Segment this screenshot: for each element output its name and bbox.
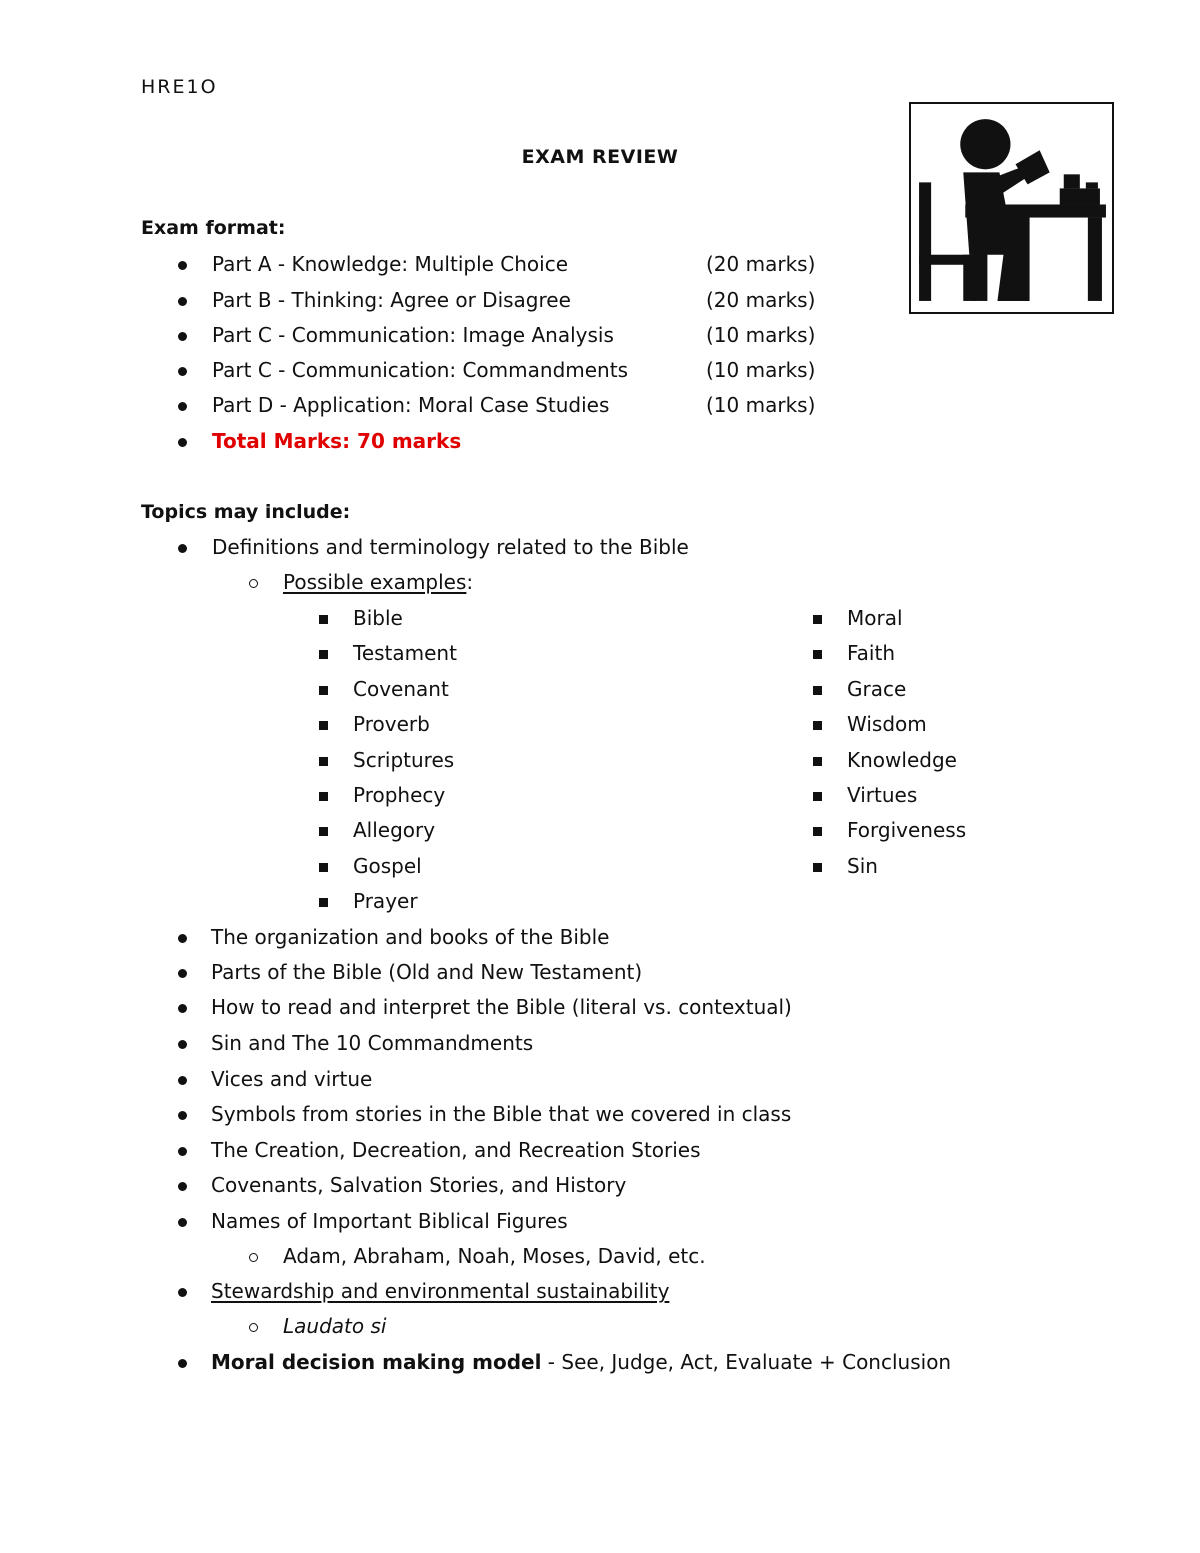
part-label: Part A - Knowledge: Multiple Choice [212,252,569,276]
bullet [178,544,187,553]
part-marks: (20 marks) [706,288,816,312]
bullet [178,934,187,943]
term: Sin [847,854,878,878]
topic-item: Sin and The 10 Commandments [211,1031,534,1055]
bullet [178,332,187,341]
laudato-si: Laudato si [283,1314,387,1338]
bullet [178,1076,187,1085]
square-bullet [319,686,328,695]
square-bullet [319,615,328,624]
moral-decision-bold: Moral decision making model [211,1350,542,1374]
topic-item: Names of Important Biblical Figures [211,1209,568,1233]
term: Grace [847,677,907,701]
part-marks: (10 marks) [706,323,816,347]
bullet [178,1147,187,1156]
term: Gospel [353,854,422,878]
topic-item: Covenants, Salvation Stories, and History [211,1173,627,1197]
term: Virtues [847,783,918,807]
student-studying-icon [909,102,1114,314]
bullet [178,261,187,270]
square-bullet [813,827,822,836]
bullet [178,367,187,376]
total-marks: Total Marks: 70 marks [212,429,462,453]
sub-bullet [249,1323,258,1332]
term: Proverb [353,712,430,736]
term: Moral [847,606,903,630]
part-label: Part C - Communication: Image Analysis [212,323,614,347]
square-bullet [319,792,328,801]
part-marks: (10 marks) [706,358,816,382]
topic-item: Vices and virtue [211,1067,373,1091]
bullet [178,1040,187,1049]
bullet [178,1218,187,1227]
term: Prayer [353,889,418,913]
biblical-figures-list: Adam, Abraham, Noah, Moses, David, etc. [283,1244,706,1268]
square-bullet [319,721,328,730]
square-bullet [319,863,328,872]
part-marks: (10 marks) [706,393,816,417]
square-bullet [813,792,822,801]
topic-item: The Creation, Decreation, and Recreation Stories [211,1138,701,1162]
bullet [178,1182,187,1191]
stewardship-link: Stewardship and environmental sustainability [211,1279,670,1303]
moral-decision-item [211,1352,951,1372]
square-bullet [319,650,328,659]
square-bullet [319,898,328,907]
term: Faith [847,641,895,665]
colon: : [466,570,474,594]
square-bullet [813,650,822,659]
topic-item: Parts of the Bible (Old and New Testament) [211,960,643,984]
term: Knowledge [847,748,957,772]
topic-item: Symbols from stories in the Bible that we covered in class [211,1102,792,1126]
bullet [178,438,187,447]
bullet [178,1359,187,1368]
square-bullet [813,721,822,730]
term: Forgiveness [847,818,967,842]
square-bullet [813,863,822,872]
term: Wisdom [847,712,927,736]
square-bullet [813,757,822,766]
bullet [178,1288,187,1297]
course-code: HRE1O [141,76,218,98]
term: Prophecy [353,783,446,807]
topic-item: The organization and books of the Bible [211,925,610,949]
part-marks: (20 marks) [706,252,816,276]
bullet [178,297,187,306]
possible-examples-label [283,572,473,592]
moral-decision-rest: - See, Judge, Act, Evaluate + Conclusion [541,1350,952,1374]
square-bullet [319,757,328,766]
part-label: Part D - Application: Moral Case Studies [212,393,610,417]
bullet [178,402,187,411]
page-title: EXAM REVIEW [521,146,679,168]
topic-item: Definitions and terminology related to the Bible [212,535,689,559]
exam-format-heading: Exam format: [141,217,286,239]
bullet [178,969,187,978]
sub-bullet [249,579,258,588]
bullet [178,1111,187,1120]
sub-bullet [249,1253,258,1262]
topics-heading: Topics may include: [141,501,351,523]
topic-item: How to read and interpret the Bible (literal vs. contextual) [211,995,792,1019]
term: Scriptures [353,748,455,772]
square-bullet [319,827,328,836]
term: Bible [353,606,403,630]
part-label: Part C - Communication: Commandments [212,358,628,382]
term: Testament [353,641,457,665]
bullet [178,1004,187,1013]
term: Covenant [353,677,449,701]
square-bullet [813,615,822,624]
square-bullet [813,686,822,695]
term: Allegory [353,818,436,842]
possible-examples-text: Possible examples [283,570,467,594]
part-label: Part B - Thinking: Agree or Disagree [212,288,571,312]
